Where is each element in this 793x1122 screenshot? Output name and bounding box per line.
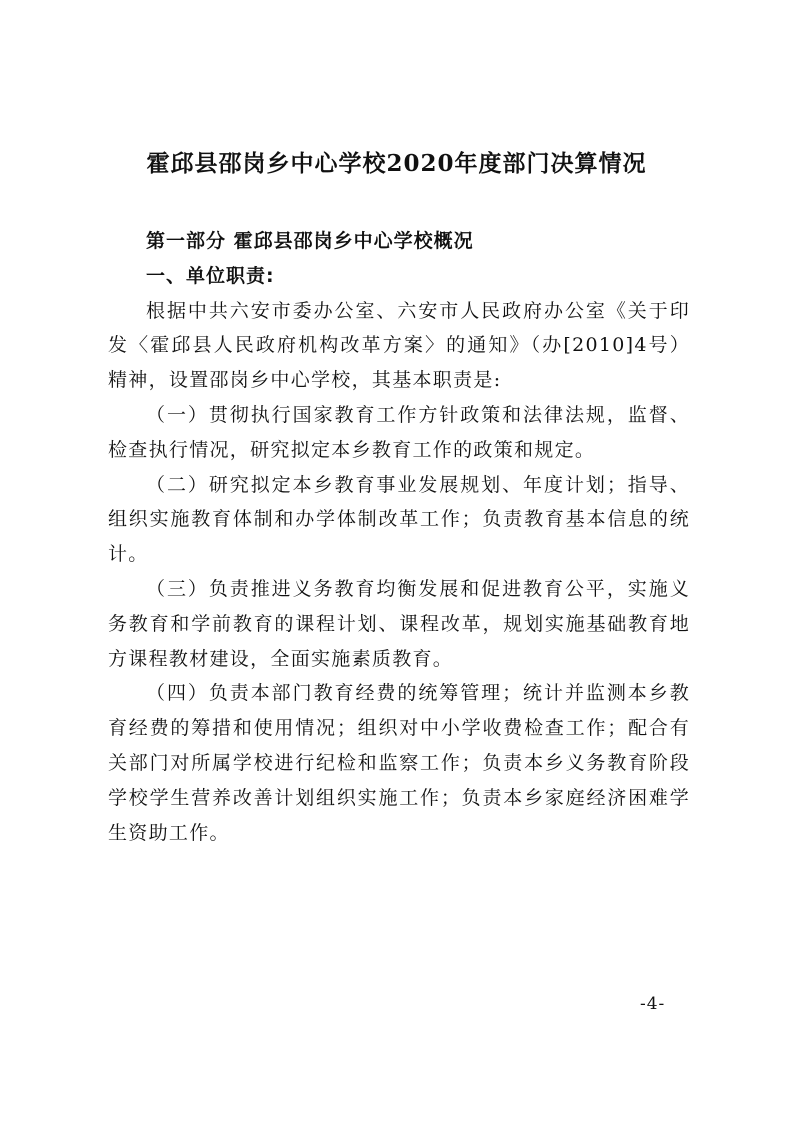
paragraph-duty-3: （三）负责推进义务教育均衡发展和促进教育公平，实施义务教育和学前教育的课程计划、课程改革，规划实施基础教育地方课程教材建设，全面实施素质教育。 [108,577,690,670]
subsection-heading: 一、单位职责: [146,264,275,287]
document-title: 霍邱县邵岗乡中心学校2020年度部门决算情况 [146,150,647,177]
paragraph-duty-1: （一）贯彻执行国家教育工作方针政策和法律法规，监督、检查执行情况，研究拟定本乡教育工作的政策和规定。 [108,403,690,461]
document-body [108,224,690,850]
section-heading: 第一部分 霍邱县邵岗乡中心学校概况 [146,230,474,252]
page-number: -4- [640,994,666,1014]
paragraph-duty-4: （四）负责本部门教育经费的统筹管理；统计并监测本乡教育经费的筹措和使用情况；组织对中小学收费检查工作；配合有关部门对所属学校进行纪检和监察工作；负责本乡义务教育阶段学校学生营养改善计划组织实施工作；负责本乡家庭经济困难学生资助工作。 [108,682,690,844]
paragraph-intro: 根据中共六安市委办公室、六安市人民政府办公室《关于印发〈霍邱县人民政府机构改革方案〉的通知》（办[2010]4号）精神，设置邵岗乡中心学校，其基本职责是: [108,299,690,392]
paragraph-duty-2: （二）研究拟定本乡教育事业发展规划、年度计划；指导、组织实施教育体制和办学体制改革工作；负责教育基本信息的统计。 [108,473,690,566]
